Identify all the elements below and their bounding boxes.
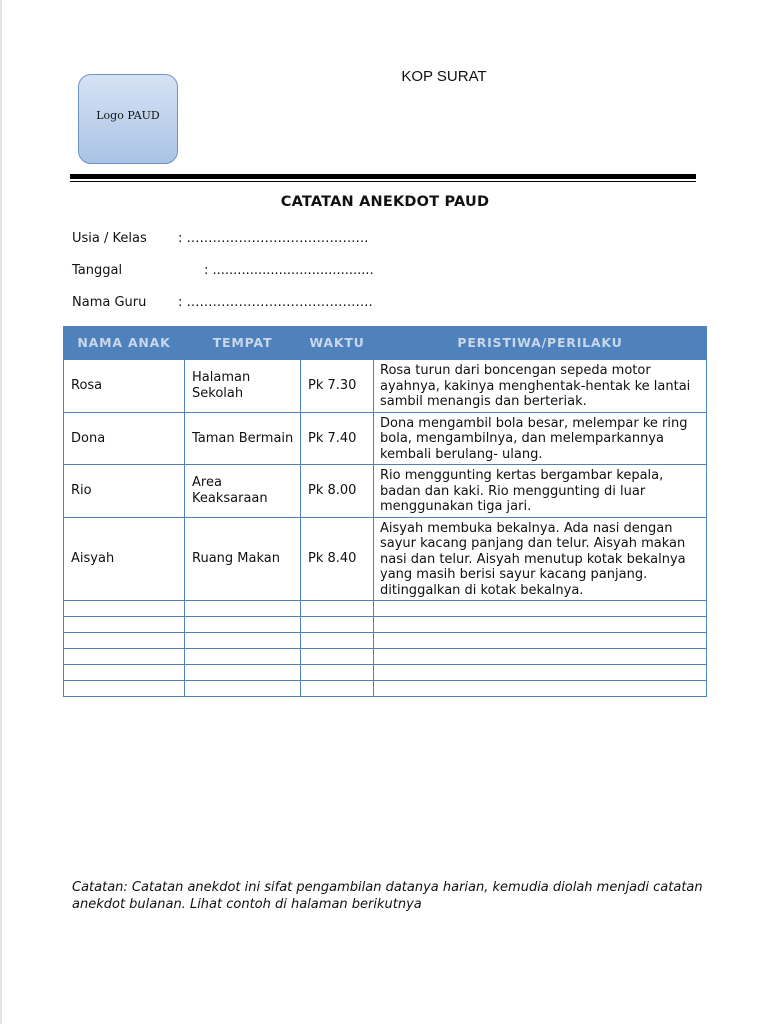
table-header-row [64,326,707,360]
letterhead-rule [70,174,696,179]
empty-cell [374,681,707,697]
cell-tempat: Area Keaksaraan [185,465,301,518]
cell-nama: Rosa [64,360,185,413]
empty-cell [374,665,707,681]
table-row [64,360,707,413]
empty-row [64,681,707,697]
empty-row [64,633,707,649]
empty-cell [64,633,185,649]
empty-row [64,665,707,681]
header-peristiwa: PERISTIWA/PERILAKU [374,326,707,360]
field-value: : …………………………………… [178,231,369,246]
empty-cell [374,601,707,617]
empty-cell [64,665,185,681]
empty-cell [64,617,185,633]
cell-waktu: Pk 8.40 [301,517,374,601]
empty-cell [185,681,301,697]
cell-waktu: Pk 7.40 [301,412,374,465]
cell-peristiwa: Rio menggunting kertas bergambar kepala, badan dan kaki. Rio menggunting di luar menggunakan tiga jari. [374,465,707,518]
cell-waktu: Pk 8.00 [301,465,374,518]
empty-cell [64,649,185,665]
empty-cell [185,649,301,665]
cell-tempat: Ruang Makan [185,517,301,601]
empty-cell [64,601,185,617]
header-tempat: TEMPAT [185,326,301,360]
field-label: Tanggal [72,263,123,278]
empty-cell [301,649,374,665]
cell-peristiwa: Rosa turun dari boncengan sepeda motor ayahnya, kakinya menghentak-hentak ke lantai sambil menangis dan berteriak. [374,360,707,413]
document-title: CATATAN ANEKDOT PAUD [280,194,490,210]
header-nama-anak: NAMA ANAK [64,326,185,360]
empty-cell [185,665,301,681]
field-usia-kelas [72,231,369,246]
table-row [64,517,707,601]
table-row [64,412,707,465]
field-value: : ....................................... [204,263,374,278]
empty-cell [301,601,374,617]
empty-cell [374,649,707,665]
field-label: Nama Guru [72,295,147,310]
cell-nama: Rio [64,465,185,518]
empty-cell [185,601,301,617]
empty-cell [374,617,707,633]
empty-cell [185,617,301,633]
empty-cell [301,617,374,633]
cell-nama: Aisyah [64,517,185,601]
field-tanggal [72,263,374,278]
empty-row [64,617,707,633]
empty-cell [64,681,185,697]
letterhead-title: KOP SURAT [401,68,487,85]
cell-waktu: Pk 7.30 [301,360,374,413]
field-label: Usia / Kelas [72,231,147,246]
field-value: : ……………………………………. [178,295,373,310]
empty-cell [374,633,707,649]
empty-cell [301,681,374,697]
logo-text: Logo PAUD [96,108,160,122]
footnote: Catatan: Catatan anekdot ini sifat pengambilan datanya harian, kemudia diolah menjadi catatan anekdot bulanan. Lihat contoh di halaman berikutnya [72,880,703,912]
field-nama-guru [72,295,373,310]
empty-row [64,601,707,617]
empty-cell [301,633,374,649]
page-edge [0,0,2,1024]
cell-peristiwa: Aisyah membuka bekalnya. Ada nasi dengan sayur kacang panjang dan telur. Aisyah makan nasi dan telur. Aisyah menutup kotak bekalnya yang masih berisi sayur kacang panjang. ditinggalkan di kotak bekalnya. [374,517,707,601]
empty-row [64,649,707,665]
empty-cell [301,665,374,681]
letterhead-rule-thin [70,181,696,182]
anecdote-table [63,326,706,697]
empty-cell [185,633,301,649]
cell-tempat: Halaman Sekolah [185,360,301,413]
cell-tempat: Taman Bermain [185,412,301,465]
cell-nama: Dona [64,412,185,465]
table-row [64,465,707,518]
cell-peristiwa: Dona mengambil bola besar, melempar ke ring bola, mengambilnya, dan melemparkannya kembali berulang- ulang. [374,412,707,465]
header-waktu: WAKTU [301,326,374,360]
logo-placeholder [78,74,178,164]
